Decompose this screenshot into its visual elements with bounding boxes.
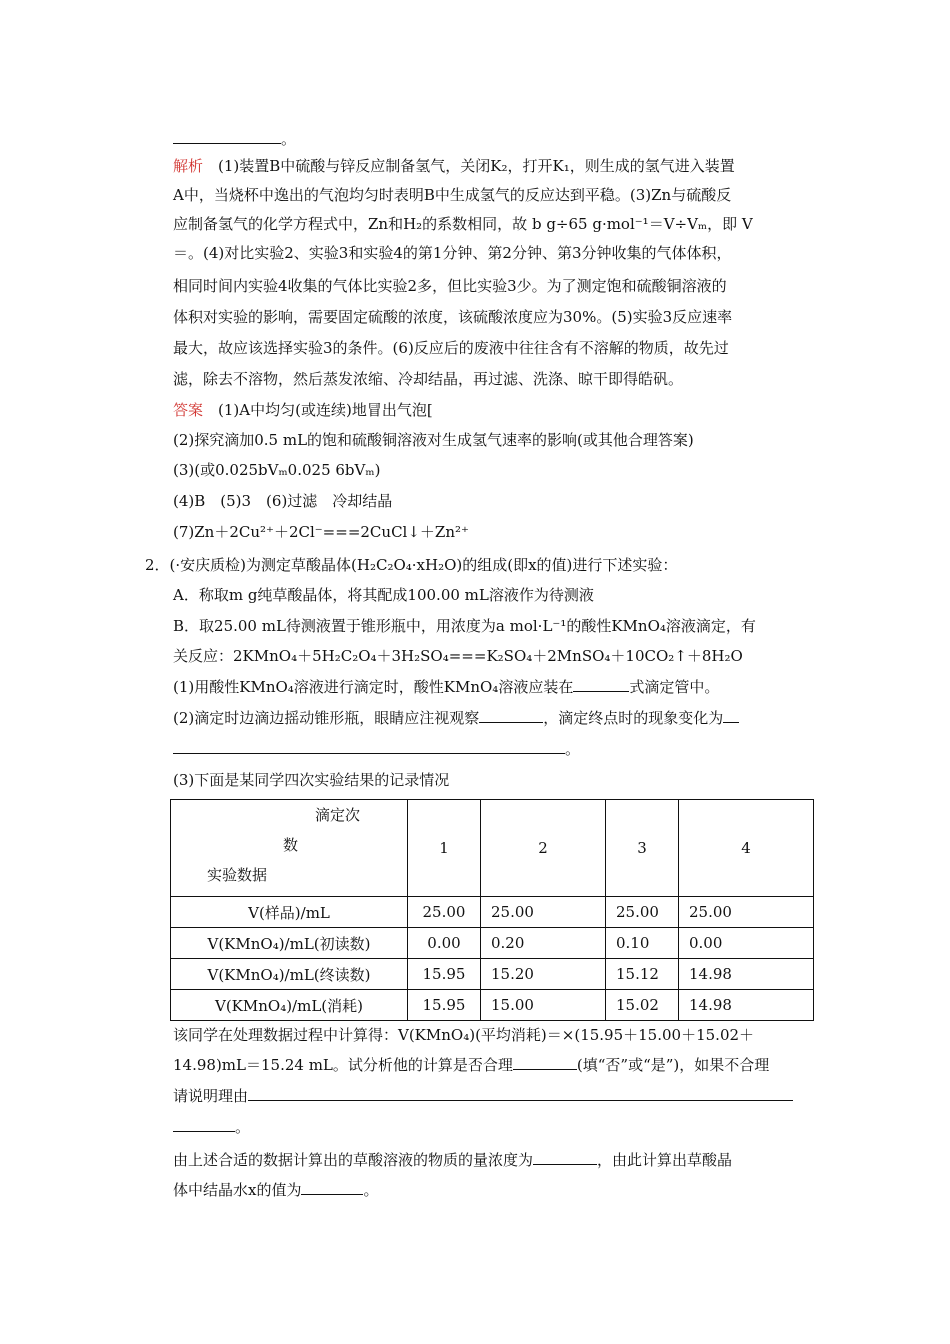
table-header-row: [171, 800, 814, 897]
part-3: (3)下面是某同学四次实验结果的记录情况: [173, 771, 450, 789]
part-2: (2)滴定时边滴边摇动锥形瓶，眼睛应注视观察 ，滴定终点时的现象变化为: [173, 707, 739, 729]
row-label: V(样品)/mL: [171, 897, 408, 928]
analysis-line-6: 体积对实验的影响，需要固定硫酸的浓度，该硫酸浓度应为30%。(5)实验3反应速率: [173, 308, 733, 326]
table-cell: 25.00: [408, 897, 481, 928]
analysis-line-8: 滤，除去不溶物，然后蒸发浓缩、冷却结晶，再过滤、洗涤、晾干即得皓矾。: [173, 370, 684, 388]
column-header: 4: [679, 800, 814, 897]
row-label: V(KMnO₄)/mL(终读数): [171, 959, 408, 990]
table-cell: 15.02: [606, 990, 679, 1021]
table-row: [171, 959, 814, 990]
table-cell: 0.20: [481, 928, 606, 959]
step-a: A．称取m g纯草酸晶体，将其配成100.00 mL溶液作为待测液: [173, 586, 594, 604]
concentration-line: 由上述合适的数据计算出的草酸溶液的物质的量浓度为 ，由此计算出草酸晶: [173, 1151, 733, 1169]
column-header: 2: [481, 800, 606, 897]
table-cell: 0.00: [679, 928, 814, 959]
table-row: [171, 897, 814, 928]
answer-blank: [533, 1150, 597, 1165]
answer-blank: [173, 739, 565, 754]
part-2-continued: 。: [173, 738, 580, 760]
analysis-line-7: 最大，故应该选择实验3的条件。(6)反应后的废液中往往含有不溶解的物质，故先过: [173, 339, 729, 357]
analysis-label: 解析: [173, 157, 204, 175]
table-cell: 14.98: [679, 990, 814, 1021]
top-answer-line: 。: [173, 128, 296, 150]
diagonal-header-cell: 滴定次 数 实验数据: [171, 800, 408, 897]
analysis-line-4: ＝。(4)对比实验2、实验3和实验4的第1分钟、第2分钟、第3分钟收集的气体体积，: [173, 244, 732, 262]
table-cell: 25.00: [606, 897, 679, 928]
analysis-line-3: 应制备氢气的化学方程式中，Zn和H₂的系数相同，故 b g÷65 g·mol⁻¹＝V÷Vₘ，即 V: [173, 215, 753, 233]
answer-line-7: (7)Zn＋2Cu²⁺＋2Cl⁻===2CuCl↓＋Zn²⁺: [173, 523, 469, 541]
table-row: [171, 990, 814, 1021]
reason-line-continued: 。: [173, 1116, 250, 1138]
question-2-intro: 2．(·安庆质检)为测定草酸晶体(H₂C₂O₄·xH₂O)的组成(即x的值)进行下述实验：: [145, 556, 678, 574]
table-cell: 15.12: [606, 959, 679, 990]
table-cell: 25.00: [481, 897, 606, 928]
answer-line-4: (4)B (5)3 (6)过滤 冷却结晶: [173, 492, 393, 510]
table-row: [171, 928, 814, 959]
table-cell: 0.10: [606, 928, 679, 959]
table-cell: 15.95: [408, 959, 481, 990]
answer-label: 答案: [173, 401, 204, 419]
part-1: (1)用酸性KMnO₄溶液进行滴定时，酸性KMnO₄溶液应装在 式滴定管中。: [173, 678, 720, 696]
table-cell: 0.00: [408, 928, 481, 959]
answer-blank: [513, 1055, 577, 1070]
answer-blank: [173, 129, 281, 144]
answer-blank: [479, 708, 543, 723]
table-cell: 25.00: [679, 897, 814, 928]
answer-blank: [301, 1180, 363, 1195]
calculation-line-2: 14.98)mL＝15.24 mL。试分析他的计算是否合理 (填“否”或“是”)，如果不合理: [173, 1056, 770, 1074]
analysis-line-1: 解析 (1)装置B中硫酸与锌反应制备氢气，关闭K₂，打开K₁，则生成的氢气进入装置: [173, 157, 735, 175]
row-label: V(KMnO₄)/mL(消耗): [171, 990, 408, 1021]
column-header: 3: [606, 800, 679, 897]
water-line: 体中结晶水x的值为 。: [173, 1181, 379, 1199]
analysis-line-5: 相同时间内实验4收集的气体比实验2多，但比实验3少。为了测定饱和硫酸铜溶液的: [173, 277, 727, 295]
answer-blank: [173, 1117, 235, 1132]
answer-blank: [723, 708, 739, 723]
answer-line-2: (2)探究滴加0.5 mL的饱和硫酸铜溶液对生成氢气速率的影响(或其他合理答案): [173, 431, 694, 449]
table-cell: 14.98: [679, 959, 814, 990]
answer-line-1: 答案 (1)A中均匀(或连续)地冒出气泡[: [173, 401, 433, 419]
answer-blank: [248, 1086, 793, 1101]
step-b-line-1: B．取25.00 mL待测液置于锥形瓶中，用浓度为a mol·L⁻¹的酸性KMnO₄溶液滴定，有: [173, 617, 756, 635]
table-cell: 15.00: [481, 990, 606, 1021]
column-header: 1: [408, 800, 481, 897]
reason-line: 请说明理由: [173, 1085, 793, 1107]
analysis-line-2: A中，当烧杯中逸出的气泡均匀时表明B中生成氢气的反应达到平稳。(3)Zn与硫酸反: [173, 186, 732, 204]
answer-blank: [573, 677, 629, 692]
table-cell: 15.20: [481, 959, 606, 990]
answer-line-3: (3)(或0.025bVₘ0.025 6bVₘ): [173, 461, 381, 479]
row-label: V(KMnO₄)/mL(初读数): [171, 928, 408, 959]
step-b-line-2: 关反应：2KMnO₄＋5H₂C₂O₄＋3H₂SO₄===K₂SO₄＋2MnSO₄＋10CO₂↑＋8H₂O: [173, 647, 743, 665]
calculation-line-1: 该同学在处理数据过程中计算得：V(KMnO₄)(平均消耗)＝×(15.95＋15.00＋15.02＋: [173, 1026, 755, 1044]
table-cell: 15.95: [408, 990, 481, 1021]
titration-data-table: [170, 799, 814, 1021]
